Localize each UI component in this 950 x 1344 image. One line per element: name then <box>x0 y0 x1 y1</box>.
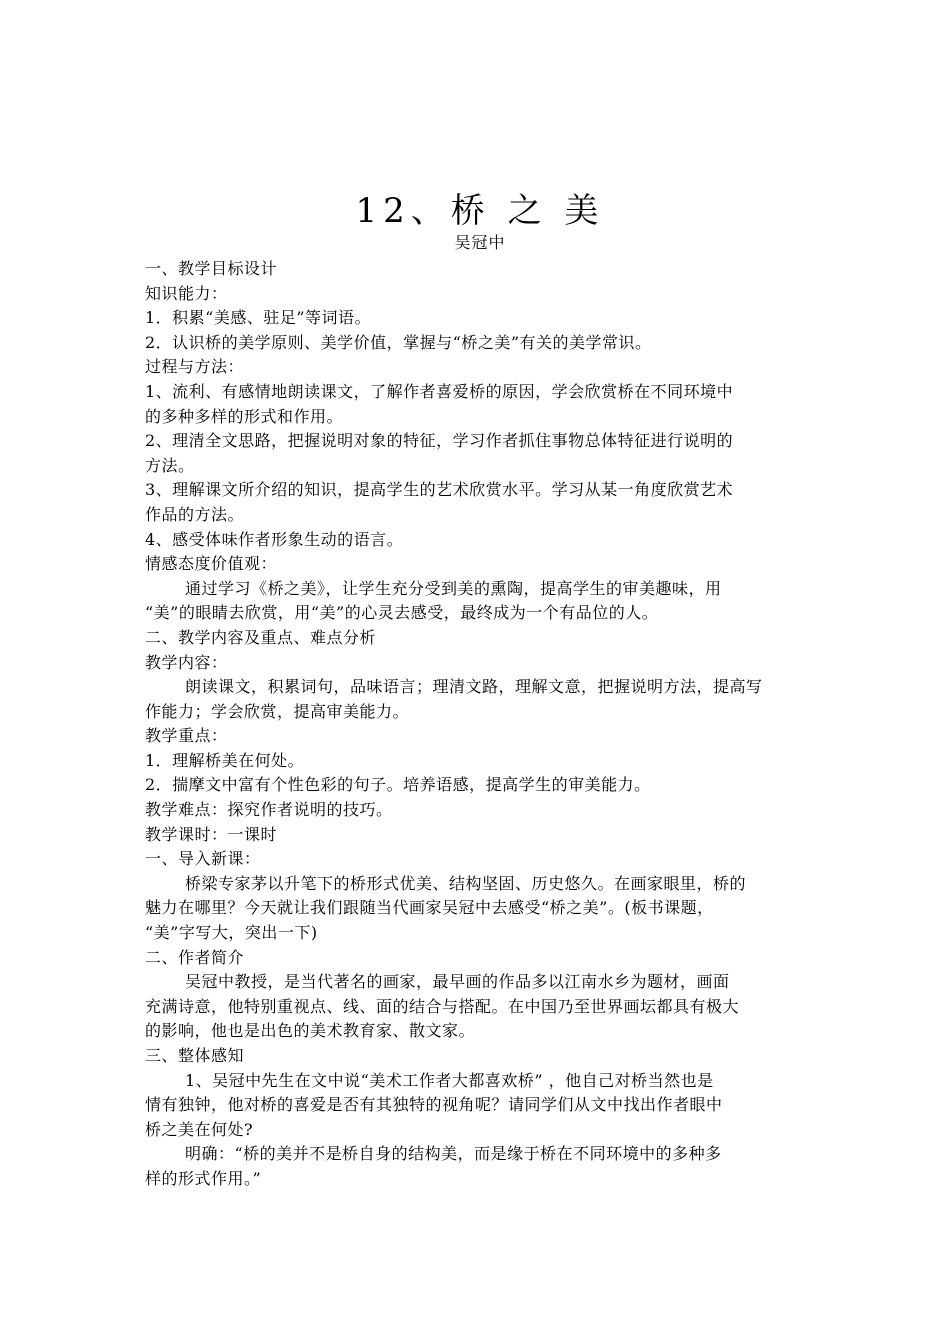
text-line: 方法。 <box>145 455 195 475</box>
text-line: 充满诗意，他特别重视点、线、面的结合与搭配。在中国乃至世界画坛都具有极大 <box>145 996 740 1016</box>
text-line: 桥之美在何处? <box>145 1119 254 1139</box>
text-line: 桥梁专家茅以升笔下的桥形式优美、结构坚固、历史悠久。在画家眼里，桥的 <box>185 873 747 893</box>
text-line: 通过学习《桥之美》，让学生充分受到美的熏陶，提高学生的审美趣味，用 <box>185 578 722 598</box>
text-line: 2、理清全文思路，把握说明对象的特征，学习作者抓住事物总体特征进行说明的 <box>145 431 734 451</box>
text-line: 1、流利、有感情地朗读课文，了解作者喜爱桥的原因，学会欣赏桥在不同环境中 <box>145 381 734 401</box>
text-line: 吴冠中教授，是当代著名的画家，最早画的作品多以江南水乡为题材，画面 <box>185 972 730 992</box>
document-body <box>145 257 815 1192</box>
text-line: “美”的眼睛去欣赏，用“美”的心灵去感受，最终成为一个有品位的人。 <box>145 603 659 623</box>
text-line: 三、整体感知 <box>145 1046 245 1065</box>
text-line: 样的形式作用。” <box>145 1168 262 1188</box>
text-line: 一、教学目标设计 <box>145 259 278 278</box>
text-line: 3、理解课文所介绍的知识，提高学生的艺术欣赏水平。学习从某一角度欣赏艺术 <box>145 480 734 500</box>
text-line: 教学内容： <box>145 652 228 672</box>
text-line: 过程与方法： <box>145 357 245 377</box>
text-line: 二、教学内容及重点、难点分析 <box>145 627 377 647</box>
text-line: 2．认识桥的美学原则、美学价值，掌握与“桥之美”有关的美学常识。 <box>145 332 652 352</box>
text-line: 明确：“桥的美并不是桥自身的结构美，而是缘于桥在不同环境中的多种多 <box>185 1144 722 1164</box>
text-line: 1、吴冠中先生在文中说“美术工作者大都喜欢桥” ，他自己对桥当然也是 <box>185 1070 714 1090</box>
document-author: 吴冠中 <box>454 233 506 252</box>
text-line: 教学难点：探究作者说明的技巧。 <box>145 800 393 820</box>
text-line: 的多种多样的形式和作用。 <box>145 406 344 426</box>
text-line: “美”字写大，突出一下) <box>145 923 318 943</box>
text-line: 作品的方法。 <box>145 504 245 524</box>
text-line: 1．理解桥美在何处。 <box>145 750 305 770</box>
text-line: 一、导入新课： <box>145 849 261 869</box>
text-line: 二、作者简介 <box>145 947 245 967</box>
text-line: 朗读课文，积累词句，品味语言；理清文路，理解文意，把握说明方法，提高写 <box>185 677 763 697</box>
text-line: 教学课时：一课时 <box>145 824 278 844</box>
text-line: 1．积累“美感、驻足”等词语。 <box>145 308 372 328</box>
text-line: 的影响，他也是出色的美术教育家、散文家。 <box>145 1021 476 1041</box>
text-line: 4、感受体味作者形象生动的语言。 <box>145 529 404 549</box>
text-line: 教学重点： <box>145 726 228 746</box>
text-line: 情有独钟，他对桥的喜爱是否有其独特的视角呢？请同学们从文中找出作者眼中 <box>145 1095 723 1115</box>
text-line: 作能力；学会欣赏，提高审美能力。 <box>145 701 410 721</box>
text-line: 2．揣摩文中富有个性色彩的句子。培养语感，提高学生的审美能力。 <box>145 775 651 795</box>
text-line: 情感态度价值观： <box>145 554 278 574</box>
text-line: 魅力在哪里？今天就让我们跟随当代画家吴冠中去感受“桥之美”。(板书课题， <box>145 898 714 918</box>
document-title: 12、桥 之 美 <box>355 191 605 231</box>
text-line: 知识能力： <box>145 283 228 303</box>
